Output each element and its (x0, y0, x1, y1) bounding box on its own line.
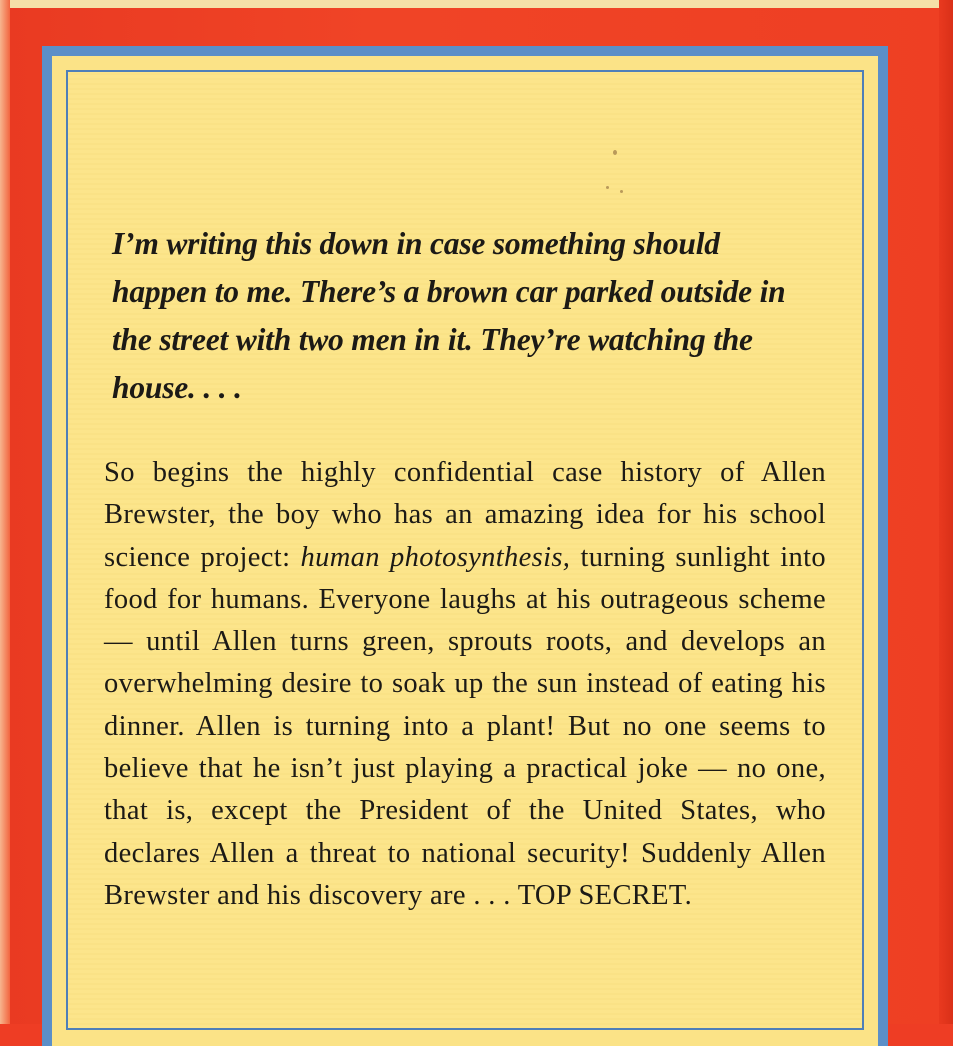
print-speck (606, 186, 609, 189)
back-cover-copy (104, 220, 826, 917)
teaser-quote: I’m writing this down in case something should happen to me. There’s a brown car parked outside in the street with two men in it. They’re watching the house. . . . (112, 226, 786, 405)
description-opening: So begins the highly confidential case history of Allen Brewster, the boy who has an amazing idea for his school science project: (104, 457, 826, 573)
cover-edge-right (939, 0, 953, 1024)
scan-edge-left (0, 0, 10, 1024)
book-description (104, 452, 826, 917)
print-speck (613, 150, 617, 155)
scan-edge-top (0, 0, 953, 8)
print-speck (620, 190, 623, 193)
description-body: turning sunlight into food for humans. Everyone laughs at his outrageous scheme — until Allen turns green, sprouts roots, and develops an overwhelming desire to soak up the sun instead of eating his dinner. Allen is turning into a plant! But no one seems to believe that he isn’t just playing a practical joke — no one, that is, except the President of the United States, who declares Allen a threat to national security! Suddenly Allen Brewster and his discovery are . . . TOP SECRET. (104, 541, 826, 911)
description-emphasis: human photosynthesis, (300, 541, 571, 573)
